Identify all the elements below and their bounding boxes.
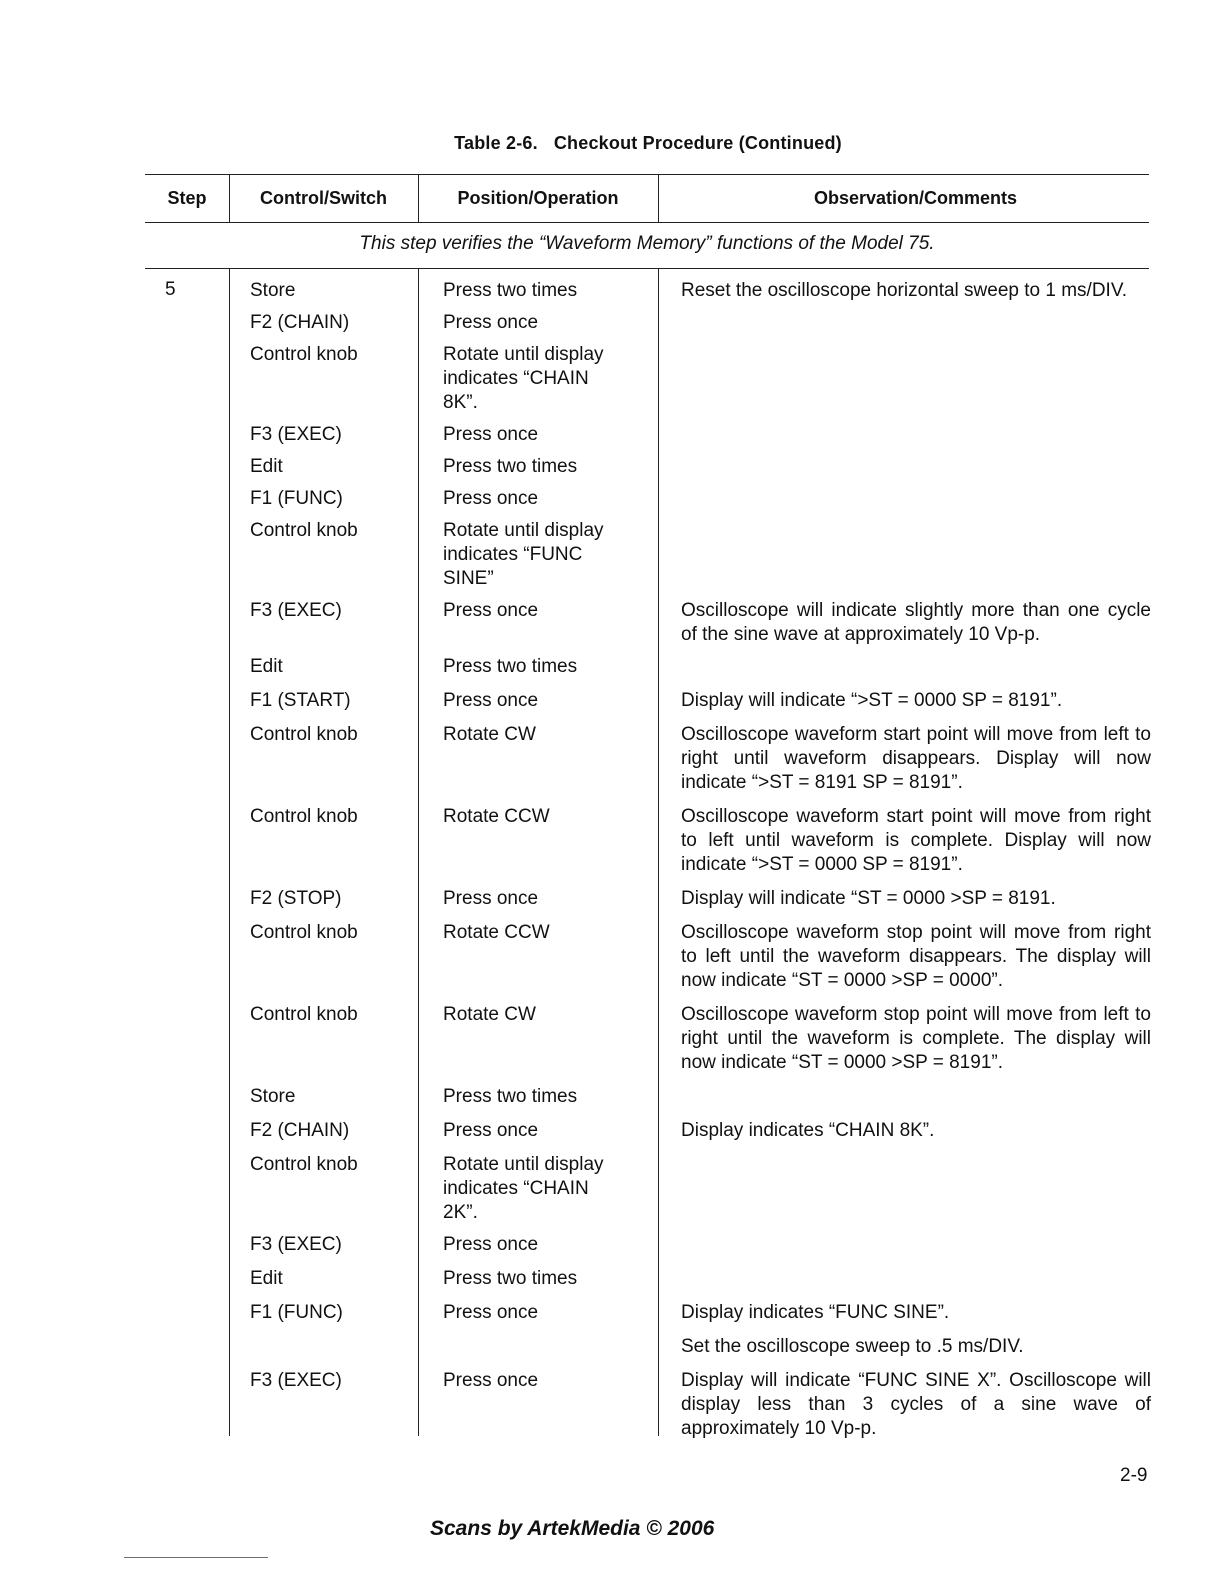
table-row [0, 1369, 1224, 1441]
control-cell: F3 (EXEC) [250, 1370, 342, 1391]
step-note: This step verifies the “Waveform Memory” functions of the Model 75. [359, 233, 935, 254]
table-caption: Checkout Procedure (Continued) [553, 133, 842, 153]
control-cell: Edit [250, 456, 283, 477]
table-row [0, 279, 1224, 303]
control-cell: F1 (FUNC) [250, 1302, 343, 1323]
table-row [0, 1119, 1224, 1143]
page-number: 2-9 [1120, 1465, 1148, 1486]
position-cell: Press once [443, 690, 539, 711]
table-row [0, 1233, 1224, 1257]
position-cell: Rotate CCW [443, 922, 550, 943]
step-number: 5 [165, 279, 176, 300]
table-row [0, 1335, 1224, 1359]
table-row [0, 487, 1224, 511]
table-title [0, 133, 1224, 154]
position-cell: Press once [443, 424, 539, 445]
footer-rule [124, 1557, 268, 1558]
position-cell: Press two times [443, 280, 578, 301]
control-cell: F2 (CHAIN) [250, 312, 350, 333]
table-row [0, 599, 1224, 647]
observation-cell: Oscilloscope waveform stop point will move from left to right until the waveform is complete. The display will now indicate “ST = 0000 >SP = 8191”. [681, 1004, 1151, 1073]
control-cell: Control knob [250, 1004, 358, 1025]
position-cell: Press once [443, 1370, 539, 1391]
header-step: Step [167, 188, 207, 208]
position-cell: Press once [443, 312, 539, 333]
control-cell: F2 (CHAIN) [250, 1120, 350, 1141]
control-cell: Edit [250, 656, 283, 677]
observation-cell: Oscilloscope will indicate slightly more than one cycle of the sine wave at approximately 10 Vp-p. [681, 600, 1151, 645]
position-cell: Press two times [443, 656, 578, 677]
header-observation: Observation/Comments [813, 188, 1018, 208]
control-cell: F3 (EXEC) [250, 424, 342, 445]
observation-cell: Display will indicate “FUNC SINE X”. Oscilloscope will display less than 3 cycles of a sine wave of approximately 10 Vp-p. [681, 1370, 1151, 1439]
control-cell: Control knob [250, 520, 358, 541]
control-cell: F1 (START) [250, 690, 351, 711]
position-cell: Rotate until display indicates “CHAIN 2K”. [443, 1154, 604, 1223]
table-number: Table 2-6. [454, 133, 538, 153]
position-cell: Rotate CCW [443, 806, 550, 827]
table-row [0, 805, 1224, 877]
table-row [0, 455, 1224, 479]
observation-cell: Display indicates “FUNC SINE”. [681, 1302, 950, 1323]
position-cell: Press once [443, 488, 539, 509]
procedure-rows [0, 279, 1224, 1451]
position-cell: Press once [443, 600, 539, 621]
table-row [0, 887, 1224, 911]
control-cell: Control knob [250, 344, 358, 365]
position-cell: Rotate until display indicates “CHAIN 8K”. [443, 344, 604, 413]
table-top-rule [145, 174, 1149, 175]
note-bottom-rule [145, 268, 1149, 269]
control-cell: Store [250, 1086, 296, 1107]
header-position: Position/Operation [457, 188, 619, 208]
observation-cell: Display will indicate “>ST = 0000 SP = 8191”. [681, 690, 1063, 711]
observation-cell: Oscilloscope waveform start point will move from left to right until waveform disappears. Display will now indicate “>ST = 8191 SP = 8191”. [681, 724, 1151, 793]
control-cell: Store [250, 280, 296, 301]
observation-cell: Set the oscilloscope sweep to .5 ms/DIV. [681, 1336, 1024, 1357]
observation-cell: Oscilloscope waveform start point will move from right to left until waveform is complete. Display will now indicate “>ST = 0000 SP = 8191”. [681, 806, 1151, 875]
table-row [0, 689, 1224, 713]
position-cell: Press two times [443, 1268, 578, 1289]
position-cell: Press two times [443, 456, 578, 477]
table-row [0, 1153, 1224, 1225]
observation-cell: Display will indicate “ST = 0000 >SP = 8191. [681, 888, 1056, 909]
position-cell: Rotate until display indicates “FUNC SINE” [443, 520, 604, 589]
position-cell: Press once [443, 1302, 539, 1323]
position-cell: Rotate CW [443, 1004, 536, 1025]
table-row [0, 921, 1224, 993]
observation-cell: Display indicates “CHAIN 8K”. [681, 1120, 935, 1141]
control-cell: Control knob [250, 724, 358, 745]
control-cell: Control knob [250, 922, 358, 943]
table-row [0, 1003, 1224, 1075]
control-cell: F3 (EXEC) [250, 1234, 342, 1255]
table-row [0, 655, 1224, 679]
header-bottom-rule [145, 222, 1149, 223]
control-cell: Control knob [250, 806, 358, 827]
table-row [0, 1085, 1224, 1109]
control-cell: F3 (EXEC) [250, 600, 342, 621]
position-cell: Press once [443, 1120, 539, 1141]
table-row [0, 1267, 1224, 1291]
control-cell: Edit [250, 1268, 283, 1289]
table-row [0, 311, 1224, 335]
position-cell: Rotate CW [443, 724, 536, 745]
table-row [0, 1301, 1224, 1325]
header-control: Control/Switch [260, 188, 387, 208]
control-cell: Control knob [250, 1154, 358, 1175]
table-row [0, 723, 1224, 795]
table-row [0, 519, 1224, 591]
table-row [0, 423, 1224, 447]
observation-cell: Oscilloscope waveform stop point will move from right to left until the waveform disappears. The display will now indicate “ST = 0000 >SP = 0000”. [681, 922, 1151, 991]
position-cell: Press once [443, 888, 539, 909]
control-cell: F2 (STOP) [250, 888, 342, 909]
table-row [0, 343, 1224, 415]
scan-credit: Scans by ArtekMedia © 2006 [430, 1517, 715, 1540]
control-cell: F1 (FUNC) [250, 488, 343, 509]
observation-cell: Reset the oscilloscope horizontal sweep to 1 ms/DIV. [681, 280, 1128, 301]
position-cell: Press two times [443, 1086, 578, 1107]
position-cell: Press once [443, 1234, 539, 1255]
